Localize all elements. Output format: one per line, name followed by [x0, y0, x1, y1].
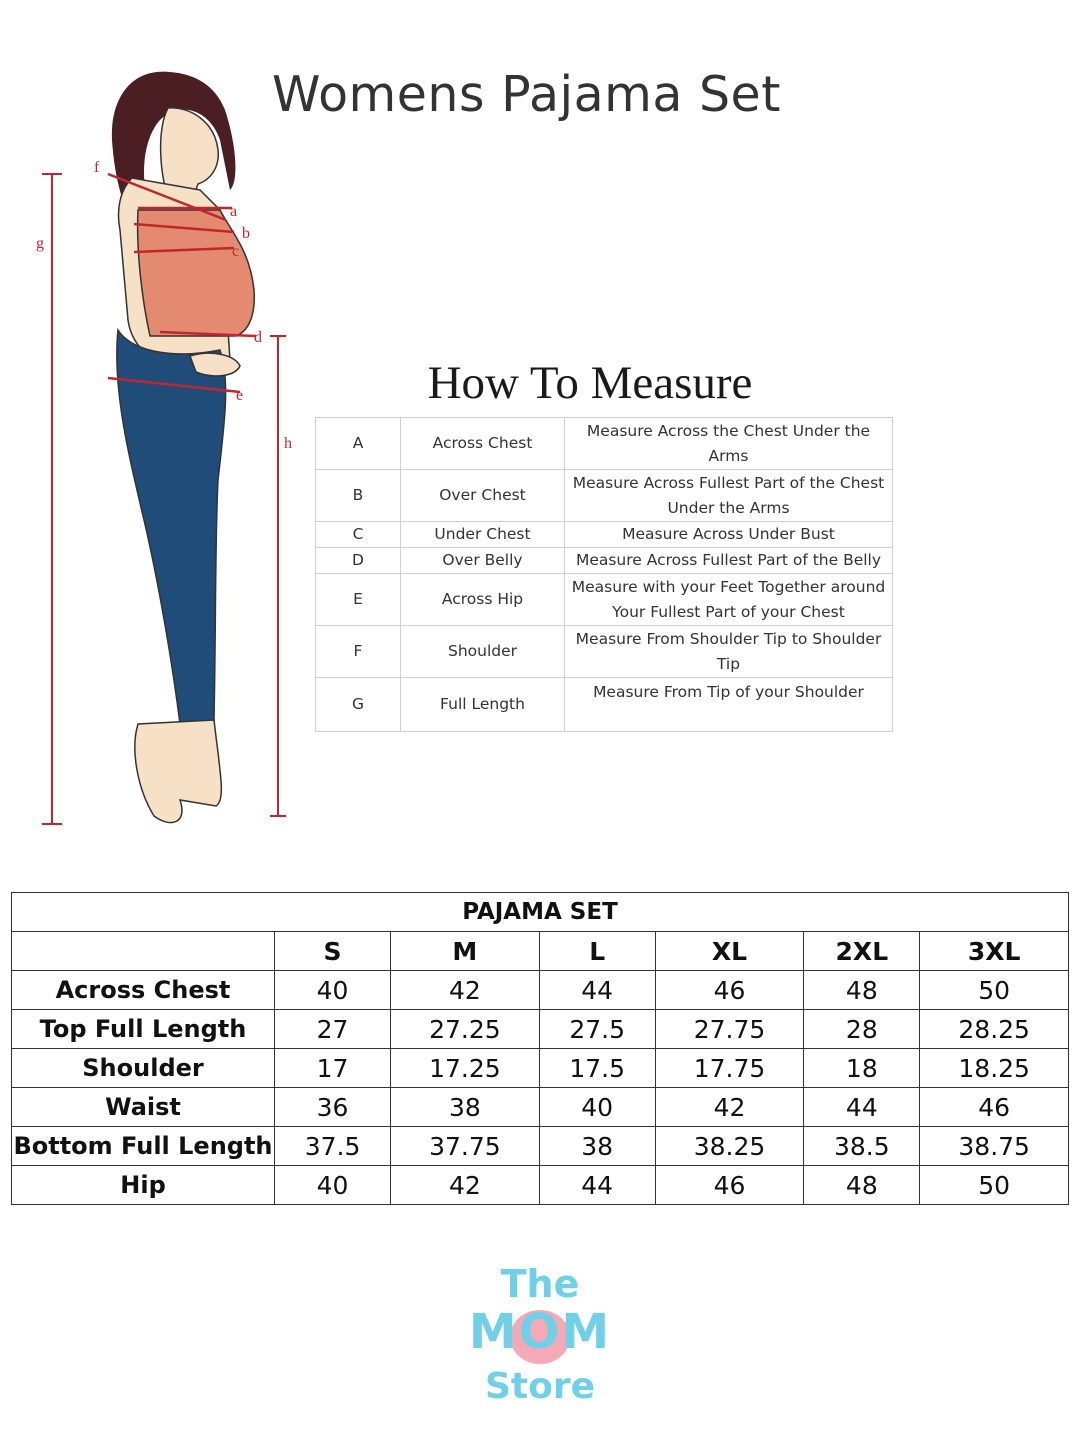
label-c: c — [232, 243, 240, 260]
table-cell: 18 — [804, 1049, 920, 1088]
label-g: g — [36, 235, 44, 252]
row-label: Shoulder — [12, 1049, 275, 1088]
howto-letter: F — [316, 626, 401, 678]
size-header: XL — [655, 932, 804, 971]
size-table-title: PAJAMA SET — [12, 893, 1069, 932]
table-row — [12, 1010, 1069, 1049]
howto-letter: D — [316, 548, 401, 574]
howto-row-f — [316, 626, 893, 678]
howto-row-c — [316, 522, 893, 548]
table-cell: 48 — [804, 1166, 920, 1205]
table-cell: 42 — [655, 1088, 804, 1127]
table-cell: 38.75 — [920, 1127, 1069, 1166]
table-cell: 42 — [391, 1166, 540, 1205]
row-label: Top Full Length — [12, 1010, 275, 1049]
table-cell: 27 — [275, 1010, 391, 1049]
howto-row-d — [316, 548, 893, 574]
table-cell: 46 — [655, 1166, 804, 1205]
table-cell: 27.75 — [655, 1010, 804, 1049]
table-row — [12, 1166, 1069, 1205]
table-cell: 38 — [391, 1088, 540, 1127]
table-cell: 46 — [655, 971, 804, 1010]
table-cell: 17.5 — [539, 1049, 655, 1088]
size-header: S — [275, 932, 391, 971]
hand-shape — [190, 353, 240, 376]
table-cell: 44 — [539, 1166, 655, 1205]
howto-name: Shoulder — [401, 626, 565, 678]
label-b: b — [242, 225, 250, 242]
howto-name: Over Belly — [401, 548, 565, 574]
length-line-h — [270, 336, 286, 816]
page-title: Womens Pajama Set — [272, 66, 781, 123]
table-cell: 28.25 — [920, 1010, 1069, 1049]
logo-line-1: The — [500, 1262, 580, 1306]
table-row — [12, 971, 1069, 1010]
label-d: d — [254, 329, 262, 346]
label-e: e — [236, 387, 244, 404]
table-cell: 36 — [275, 1088, 391, 1127]
table-cell: 38.25 — [655, 1127, 804, 1166]
how-to-measure-title: How To Measure — [427, 357, 753, 409]
row-label: Waist — [12, 1088, 275, 1127]
the-mom-store-logo — [460, 1262, 620, 1412]
howto-desc: Measure Across the Chest Under the Arms — [565, 418, 893, 470]
row-label: Hip — [12, 1166, 275, 1205]
howto-desc: Measure From Shoulder Tip to Shoulder Tip — [565, 626, 893, 678]
table-cell: 48 — [804, 971, 920, 1010]
measurement-figure-illustration — [20, 60, 320, 840]
table-cell: 42 — [391, 971, 540, 1010]
howto-name: Across Chest — [401, 418, 565, 470]
table-cell: 40 — [275, 1166, 391, 1205]
table-cell: 40 — [275, 971, 391, 1010]
feet-shape — [135, 720, 221, 823]
size-header: L — [539, 932, 655, 971]
howto-row-e — [316, 574, 893, 626]
howto-letter: E — [316, 574, 401, 626]
howto-row-a — [316, 418, 893, 470]
table-row — [12, 1127, 1069, 1166]
howto-row-b — [316, 470, 893, 522]
row-label: Bottom Full Length — [12, 1127, 275, 1166]
size-table-title-row — [12, 893, 1069, 932]
howto-row-g — [316, 678, 893, 732]
howto-letter: B — [316, 470, 401, 522]
howto-desc: Measure From Tip of your Shoulder — [565, 678, 893, 732]
howto-letter: A — [316, 418, 401, 470]
howto-name: Full Length — [401, 678, 565, 732]
table-cell: 17.75 — [655, 1049, 804, 1088]
table-cell: 44 — [804, 1088, 920, 1127]
howto-desc: Measure Across Under Bust — [565, 522, 893, 548]
size-header-blank — [12, 932, 275, 971]
howto-letter: G — [316, 678, 401, 732]
label-a: a — [230, 203, 238, 220]
table-cell: 17.25 — [391, 1049, 540, 1088]
table-cell: 27.25 — [391, 1010, 540, 1049]
table-cell: 28 — [804, 1010, 920, 1049]
table-cell: 50 — [920, 1166, 1069, 1205]
howto-name: Over Chest — [401, 470, 565, 522]
table-cell: 38.5 — [804, 1127, 920, 1166]
pajama-size-table — [11, 892, 1069, 1205]
size-header: 3XL — [920, 932, 1069, 971]
howto-name: Across Hip — [401, 574, 565, 626]
table-row — [12, 1049, 1069, 1088]
logo-line-2: MOM — [468, 1304, 612, 1360]
size-header: 2XL — [804, 932, 920, 971]
howto-desc: Measure Across Fullest Part of the Chest Under the Arms — [565, 470, 893, 522]
table-cell: 50 — [920, 971, 1069, 1010]
table-cell: 40 — [539, 1088, 655, 1127]
row-label: Across Chest — [12, 971, 275, 1010]
table-cell: 18.25 — [920, 1049, 1069, 1088]
table-cell: 38 — [539, 1127, 655, 1166]
table-cell: 46 — [920, 1088, 1069, 1127]
table-row — [12, 1088, 1069, 1127]
size-header: M — [391, 932, 540, 971]
length-line-g — [42, 174, 62, 824]
label-h: h — [284, 435, 292, 452]
table-cell: 37.75 — [391, 1127, 540, 1166]
table-cell: 27.5 — [539, 1010, 655, 1049]
howto-desc: Measure with your Feet Together around Your Fullest Part of your Chest — [565, 574, 893, 626]
how-to-measure-table — [315, 417, 893, 732]
table-cell: 17 — [275, 1049, 391, 1088]
label-f: f — [94, 159, 100, 176]
logo-line-3: Store — [484, 1366, 596, 1407]
table-cell: 44 — [539, 971, 655, 1010]
size-header-row — [12, 932, 1069, 971]
howto-name: Under Chest — [401, 522, 565, 548]
table-cell: 37.5 — [275, 1127, 391, 1166]
howto-desc: Measure Across Fullest Part of the Belly — [565, 548, 893, 574]
howto-letter: C — [316, 522, 401, 548]
